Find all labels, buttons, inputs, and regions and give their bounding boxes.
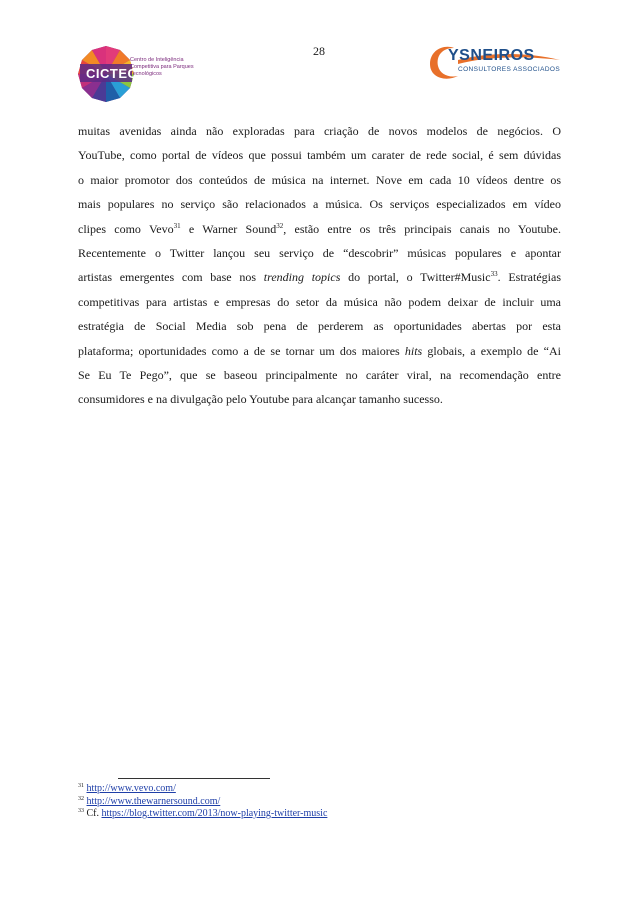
text-segment: plataforma; oportunidades como a de se tornar um dos maiores [78, 343, 405, 358]
footnote-number: 31 [78, 783, 84, 789]
footnote-31 [78, 783, 327, 796]
body-line [78, 217, 561, 241]
body-line: estratégia de Social Media sob pena de perderem as oportunidades abertas por esta [78, 319, 561, 334]
body-line: mais populares no serviço são relacionados a música. Os serviços especializados em vídeo [78, 197, 561, 212]
footnote-ref-33[interactable]: 33 [490, 270, 498, 279]
ysneiros-wordmark: YSNEIROS [448, 47, 535, 64]
text-segment: e Warner Sound [180, 221, 277, 236]
footnote-ref-31[interactable]: 31 [173, 221, 181, 230]
footnote-link-twitter-music[interactable]: https://blog.twitter.com/2013/now-playing-twitter-music [101, 808, 328, 819]
body-line [78, 265, 561, 289]
emphasis-trending-topics: trending topics [263, 270, 341, 285]
body-line: consumidores e na divulgação pelo Youtube para alcançar tamanho sucesso. [78, 392, 443, 407]
body-paragraph [78, 119, 561, 412]
text-segment: do portal, o Twitter#Music [340, 270, 491, 285]
body-line: Se Eu Te Pego”, que se baseou principalmente no caráter viral, na recomendação entre [78, 368, 561, 383]
cictec-logo [76, 44, 206, 104]
cictec-description: Centro de Inteligência Competitiva para Parques Tecnológicos [130, 57, 194, 77]
text-segment: globais, a exemplo de “Ai [422, 343, 561, 358]
text-segment: artistas emergentes com base nos [78, 270, 264, 285]
footnote-link-warner-sound[interactable]: http://www.thewarnersound.com/ [86, 795, 221, 807]
cictec-wordmark: CICTEC [86, 66, 138, 81]
footnote-32 [78, 796, 327, 809]
footnote-link-vevo[interactable]: http://www.vevo.com/ [86, 783, 176, 794]
footnotes [78, 783, 327, 821]
footnote-separator [118, 778, 270, 779]
page-number: 28 [313, 44, 325, 58]
footnote-prefix: Cf. [86, 808, 102, 819]
body-line [78, 339, 561, 363]
text-segment: , estão entre os três principais canais no Youtube. [283, 221, 561, 236]
ysneiros-subtitle: CONSULTORES ASSOCIADOS [458, 66, 561, 73]
text-segment: . Estratégias [497, 270, 561, 285]
body-line: o maior promotor dos conteúdos de música na internet. Nove em cada 10 vídeos dentre os [78, 172, 561, 187]
body-line: competitivas para artistas e empresas do setor da música não podem deixar de incluir uma [78, 294, 561, 309]
footnote-33 [78, 808, 327, 821]
ysneiros-logo [428, 44, 563, 84]
emphasis-hits: hits [404, 343, 423, 358]
footnote-ref-32[interactable]: 32 [276, 221, 284, 230]
footnote-number: 32 [78, 795, 84, 802]
body-line: YouTube, como portal de vídeos que possui também um carater de rede social, é sem dúvidas [78, 148, 561, 163]
body-line: Recentemente o Twitter lançou seu serviço de “descobrir” músicas populares e apontar [78, 246, 561, 261]
footnote-number: 33 [78, 808, 84, 814]
body-line: muitas avenidas ainda não exploradas para criação de novos modelos de negócios. O [78, 124, 561, 138]
text-segment: clipes como Vevo [78, 221, 174, 236]
